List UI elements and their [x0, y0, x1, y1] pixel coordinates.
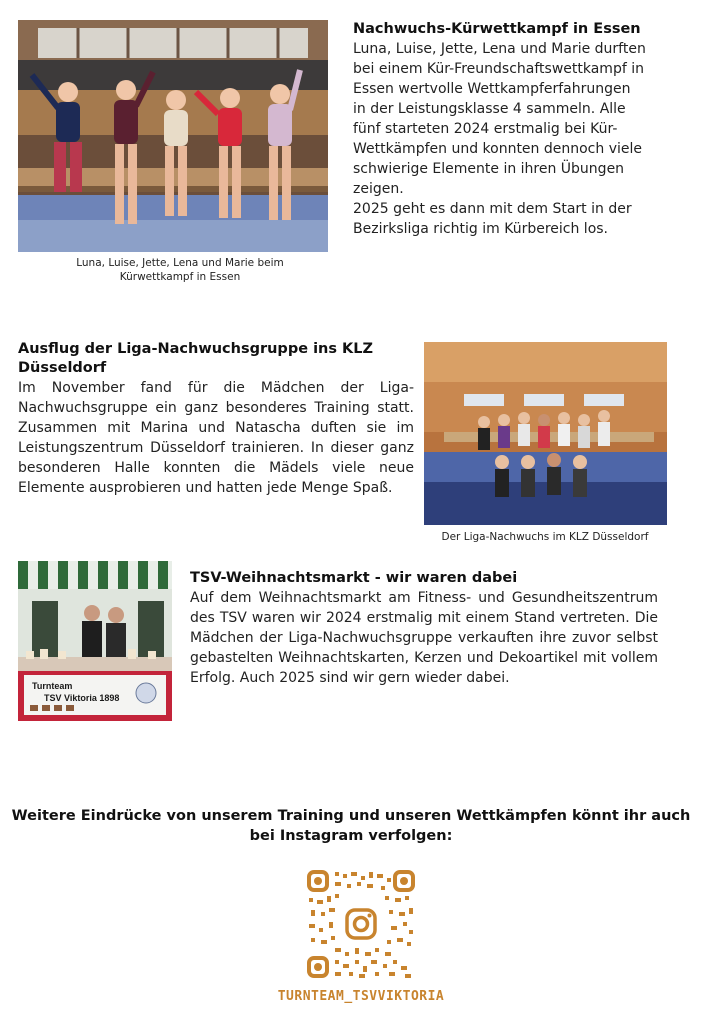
body-line: Luna, Luise, Jette, Lena und Marie durften [353, 41, 646, 57]
article-essen [353, 20, 683, 239]
body-line: fünf starteten 2024 erstmalig bei Kür- [353, 121, 618, 137]
body-line: zeigen. [353, 181, 404, 197]
body-line: bei einem Kür-Freundschaftswettkampf in [353, 61, 644, 77]
article-klz [18, 340, 414, 498]
body-line: Bezirksliga richtig im Kürbereich los. [353, 221, 609, 237]
body-line: in der Leistungsklasse 4 sammeln. Alle [353, 101, 626, 117]
title-line: Ausflug der Liga-Nachwuchsgruppe ins KLZ [18, 341, 374, 357]
body-line: 2025 geht es dann mit dem Start in der [353, 201, 632, 217]
banner-text: TSV Viktoria 1898 [44, 693, 120, 703]
article-title: Nachwuchs-Kürwettkampf in Essen [353, 21, 641, 37]
photo-caption-klz: Der Liga-Nachwuchs im KLZ Düsseldorf [441, 531, 649, 543]
caption-line: Luna, Luise, Jette, Lena und Marie beim [76, 257, 284, 269]
instagram-invitation [0, 806, 702, 846]
photo-weihnachtsmarkt [18, 561, 172, 721]
article-weihnachtsmarkt [190, 569, 658, 688]
footer-line: Weitere Eindrücke von unserem Training und unseren Wettkämpfen könnt ihr auch [11, 808, 691, 824]
article-title: TSV-Weihnachtsmarkt - wir waren dabei [190, 570, 518, 586]
title-line: Düsseldorf [18, 360, 107, 376]
article-body: Auf dem Weihnachtsmarkt am Fitness- und Gesundheitszentrum des TSV waren wir 2024 erstmalig mit einem Stand vertreten. Die Mädchen der Liga-Nachwuchsgruppe verkauften ihre zuvor selbst gebastelten Weihnachtskarten, Kerzen und Dekoartikel mit vollem Erfolg. Auch 2025 sind wir gern wieder dabei. [190, 590, 658, 686]
body-line: schwierige Elemente in ihren Übungen [353, 161, 625, 177]
instagram-qr-code[interactable] [305, 868, 417, 980]
body-line: Wettkämpfen und konnten dennoch viele [353, 141, 642, 157]
photo-caption-essen [18, 256, 342, 284]
instagram-icon [343, 906, 379, 942]
article-title [18, 340, 414, 378]
instagram-handle[interactable]: TURNTEAM_TSVVIKTORIA [277, 989, 445, 1004]
body-line: Essen wertvolle Wettkampferfahrungen [353, 81, 631, 97]
banner-text: Turnteam [32, 681, 73, 691]
article-body [353, 39, 683, 239]
caption-line: Kürwettkampf in Essen [119, 271, 241, 283]
article-body: Im November fand für die Mädchen der Liga-Nachwuchsgruppe ein ganz besonderes Training statt. Zusammen mit Marina und Natascha duften sie im Leistungszentrum Düsseldorf trainieren. In dieser ganz besonderen Halle konnten die Mädels viele neue Elemente ausprobieren und hatten jede Menge Spaß. [18, 380, 414, 496]
photo-klz-duesseldorf [424, 342, 667, 525]
footer-line: bei Instagram verfolgen: [249, 828, 453, 844]
photo-gymnasts-essen [18, 20, 328, 252]
